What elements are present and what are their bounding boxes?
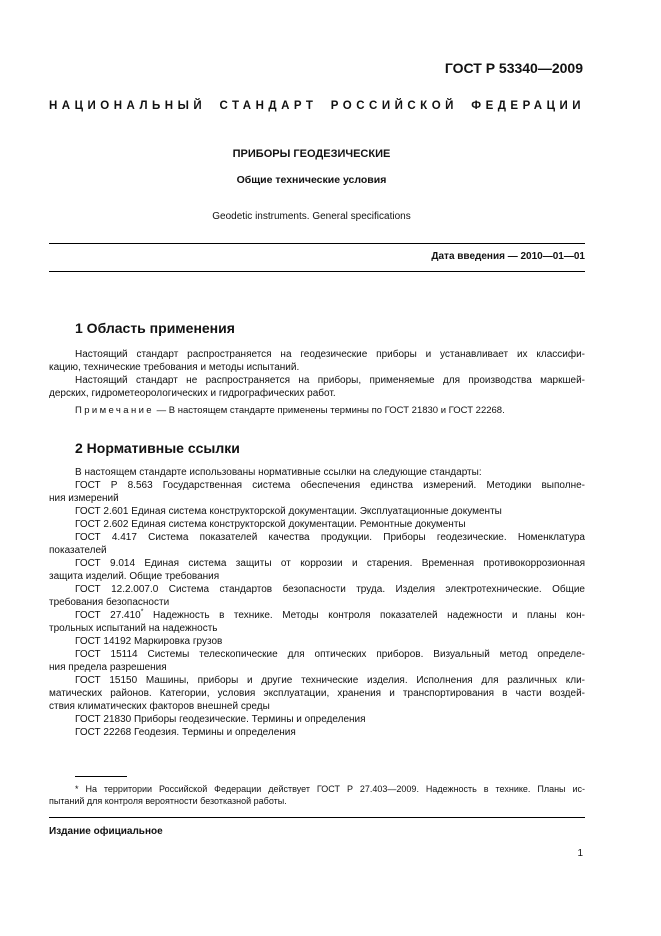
- reference-line: ГОСТ Р 8.563 Государственная система обеспечения единства измерений. Методики выполне-: [75, 480, 585, 491]
- document-subtitle: Общие технические условия: [236, 174, 387, 186]
- introduction-date: Дата введения — 2010—01—01: [431, 251, 585, 262]
- reference-text: Надежность в технике. Методы контроля показателей надежности и планы кон-: [143, 610, 585, 621]
- national-standard-banner: НАЦИОНАЛЬНЫЙ СТАНДАРТ РОССИЙСКОЙ ФЕДЕРАЦИИ: [49, 100, 585, 112]
- section-1-line: кацию, технические требования и методы испытаний.: [49, 362, 300, 373]
- section-1-line: Настоящий стандарт не распространяется на приборы, применяемые для производства маркшей-: [75, 375, 585, 386]
- reference-line: В настоящем стандарте использованы нормативные ссылки на следующие стандарты:: [75, 467, 482, 478]
- reference-line: ГОСТ 15114 Системы телескопические для оптических приборов. Визуальный метод определе-: [75, 649, 585, 660]
- edition-label: Издание официальное: [49, 826, 163, 837]
- reference-line: ГОСТ 14192 Маркировка грузов: [75, 636, 223, 647]
- page-number: 1: [577, 848, 583, 859]
- reference-line: ГОСТ 21830 Приборы геодезические. Термины и определения: [75, 714, 366, 725]
- footnote-line: * На территории Российской Федерации действует ГОСТ Р 27.403—2009. Надежность в технике. Планы ис-: [75, 784, 585, 794]
- title-divider-top: [49, 243, 585, 244]
- footnote-line: пытаний для контроля вероятности безотказной работы.: [49, 796, 287, 806]
- section-1-line: Настоящий стандарт распространяется на геодезические приборы и устанавливает их классифи-: [75, 349, 585, 360]
- section-1-heading: 1 Область применения: [75, 320, 235, 336]
- section-1-note: [75, 405, 505, 416]
- reference-line: ГОСТ 2.601 Единая система конструкторской документации. Эксплуатационные документы: [75, 506, 502, 517]
- reference-line: ния предела разрешения: [49, 662, 167, 673]
- footnote-divider: [75, 776, 127, 777]
- reference-line: ГОСТ 12.2.007.0 Система стандартов безопасности труда. Изделия электротехнические. Общие: [75, 584, 585, 595]
- document-code: ГОСТ Р 53340—2009: [444, 60, 583, 76]
- reference-line: ГОСТ 15150 Машины, приборы и другие технические изделия. Исполнения для различных кли-: [75, 675, 585, 686]
- english-title: Geodetic instruments. General specifications: [212, 211, 411, 222]
- footnote-marker: *: [140, 608, 144, 616]
- footer-divider: [49, 817, 585, 818]
- reference-line: матических районов. Категории, условия эксплуатации, хранения и транспортирования в части воздей-: [49, 688, 585, 699]
- reference-line: защита изделий. Общие требования: [49, 571, 220, 582]
- note-label: Примечание: [75, 405, 154, 416]
- reference-line: показателей: [49, 545, 107, 556]
- reference-line: ГОСТ 2.602 Единая система конструкторской документации. Ремонтные документы: [75, 519, 466, 530]
- reference-line: ГОСТ 9.014 Единая система защиты от коррозии и старения. Временная противокоррозионная: [75, 558, 585, 569]
- reference-line: [75, 609, 585, 622]
- reference-line: требования безопасности: [49, 597, 170, 608]
- reference-line: ния измерений: [49, 493, 119, 504]
- reference-line: ГОСТ 4.417 Система показателей качества продукции. Приборы геодезические. Номенклатура: [75, 532, 585, 543]
- section-2-heading: 2 Нормативные ссылки: [75, 440, 240, 456]
- note-text: — В настоящем стандарте применены термины по ГОСТ 21830 и ГОСТ 22268.: [154, 405, 505, 416]
- section-1-line: дерских, гидрометеорологических и гидрографических работ.: [49, 388, 336, 399]
- reference-code: ГОСТ 27.410: [75, 610, 141, 621]
- reference-line: ствия климатических факторов внешней среды: [49, 701, 270, 712]
- reference-line: трольных испытаний на надежность: [49, 623, 218, 634]
- reference-line: ГОСТ 22268 Геодезия. Термины и определения: [75, 727, 296, 738]
- title-divider-bottom: [49, 271, 585, 272]
- document-title: ПРИБОРЫ ГЕОДЕЗИЧЕСКИЕ: [232, 148, 391, 160]
